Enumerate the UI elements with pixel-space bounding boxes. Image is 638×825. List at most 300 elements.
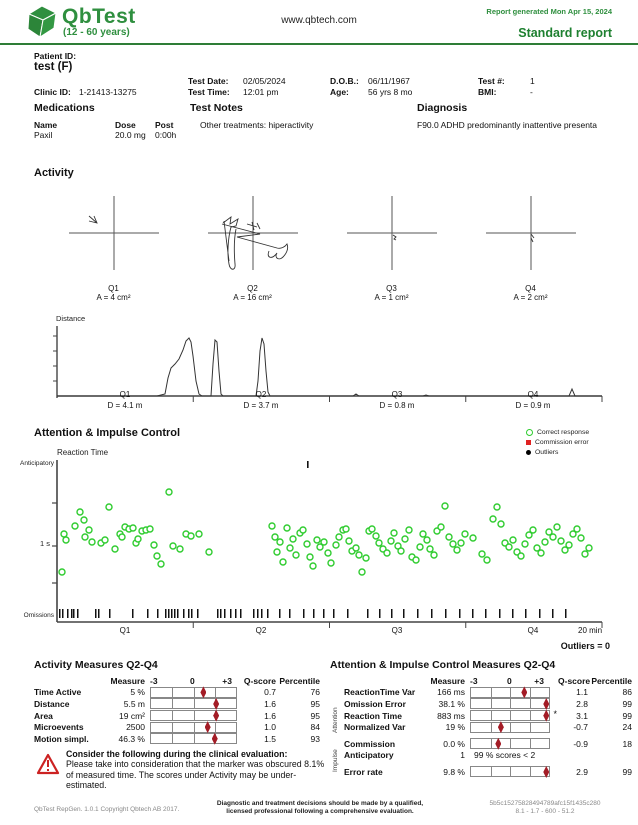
- gauge-segment-line: [530, 688, 531, 697]
- correct-response-point: [106, 504, 112, 510]
- percentile-value: 93: [310, 733, 320, 744]
- omission-tick: [235, 609, 237, 618]
- omission-tick: [417, 609, 419, 618]
- omission-tick: [165, 609, 167, 618]
- correct-response-icon: [526, 429, 533, 436]
- measure-label: Time Active: [34, 687, 82, 698]
- attention-plot-title: Attention & Impulse Control: [34, 427, 181, 439]
- omission-tick: [257, 609, 259, 618]
- correct-response-point: [63, 537, 69, 543]
- attention-measures-header: [344, 675, 634, 687]
- qscore-gauge: [150, 733, 242, 744]
- correct-response-point: [287, 545, 293, 551]
- percentile-value: 95: [310, 710, 320, 721]
- percentile-value: 24: [622, 722, 632, 733]
- header-percentile: Percentile: [591, 675, 632, 686]
- correct-response-point: [170, 543, 176, 549]
- correct-response-point: [578, 535, 584, 541]
- correct-response-point: [151, 542, 157, 548]
- outliers-count: Outliers = 0: [560, 641, 610, 651]
- qscore-marker-icon: [543, 698, 549, 710]
- clinic-id-value: 1-21413-13275: [79, 87, 137, 97]
- qscore-value: 1.6: [264, 698, 276, 709]
- legend-label: Correct response: [537, 428, 590, 436]
- omission-tick: [98, 609, 100, 618]
- correct-response-point: [417, 544, 423, 550]
- distance-q4-value: D = 0.9 m: [515, 401, 551, 410]
- out-of-range-asterisk: *: [553, 709, 557, 720]
- qscore-value: 2.9: [576, 766, 588, 777]
- correct-response-point: [325, 550, 331, 556]
- attention-measures-rows: [344, 687, 634, 778]
- correct-response-point: [269, 523, 275, 529]
- gauge-segment-line: [172, 688, 173, 697]
- gauge-segment-line: [491, 767, 492, 776]
- measure-row: [34, 687, 324, 699]
- scale-minus3: -3: [150, 675, 158, 686]
- qscore-value: 1.5: [264, 733, 276, 744]
- correct-response-point: [280, 559, 286, 565]
- footer-disclaimer: [190, 800, 450, 817]
- omission-tick: [147, 609, 149, 618]
- report-type: Standard report: [518, 26, 612, 40]
- gauge-segment-line: [172, 699, 173, 708]
- correct-response-point: [86, 527, 92, 533]
- gauge-segment-line: [194, 699, 195, 708]
- activity-quadrant-q3: [322, 193, 461, 302]
- omission-tick: [347, 609, 349, 618]
- correct-response-point: [384, 550, 390, 556]
- gauge-segment-line: [215, 688, 216, 697]
- gauge-segment-line: [194, 711, 195, 720]
- correct-response-point: [72, 523, 78, 529]
- activity-quadrant-q1-plot: [59, 193, 169, 283]
- activity-quadrant-q4: [461, 193, 600, 302]
- gauge-segment-line: [491, 699, 492, 708]
- diagnosis-title: Diagnosis: [417, 102, 468, 114]
- measure-note: 99 % scores < 2: [474, 750, 536, 761]
- omission-tick: [168, 609, 170, 618]
- measure-row: [344, 766, 634, 778]
- correct-response-point: [353, 545, 359, 551]
- omission-tick: [95, 609, 97, 618]
- measure-label: Motion simpl.: [34, 733, 89, 744]
- measure-value: 9.8 %: [443, 766, 465, 777]
- footer-hash: 5b5c15275828494789afc15f1435c280: [489, 800, 601, 807]
- omission-tick: [157, 609, 159, 618]
- omission-tick: [403, 609, 405, 618]
- distance-line: [57, 338, 602, 396]
- qscore-gauge: [470, 698, 558, 709]
- correct-response-point: [300, 527, 306, 533]
- measure-value: 5.5 m: [123, 698, 145, 709]
- clinic-id-label: Clinic ID:: [34, 87, 71, 97]
- percentile-value: 99: [622, 710, 632, 721]
- correct-response-point: [427, 546, 433, 552]
- omission-tick: [472, 609, 474, 618]
- correct-response-point: [356, 552, 362, 558]
- qscore-gauge: [470, 710, 558, 721]
- qscore-marker-icon: [200, 686, 206, 698]
- omission-tick: [333, 609, 335, 618]
- scale-plus3: +3: [222, 675, 232, 686]
- correct-response-point: [102, 537, 108, 543]
- gauge-segment-line: [530, 723, 531, 732]
- activity-measures-table: [34, 675, 324, 745]
- omission-tick: [224, 609, 226, 618]
- warning-title: Consider the following during the clinical evaluation:: [66, 749, 288, 759]
- correct-response-point: [314, 537, 320, 543]
- header-rule: [0, 43, 638, 45]
- omission-tick: [431, 609, 433, 618]
- footer-disclaimer-line2: licensed professional following a comprehensive evaluation.: [226, 808, 414, 816]
- gauge-segment-line: [491, 711, 492, 720]
- quadrant-area-value: A = 2 cm²: [513, 293, 548, 302]
- correct-response-point: [321, 539, 327, 545]
- gauge-segment-line: [510, 699, 511, 708]
- omission-tick: [539, 609, 541, 618]
- measure-row: [34, 721, 324, 733]
- qscore-value: 1.0: [264, 722, 276, 733]
- omission-tick: [230, 609, 232, 618]
- warning-box: [66, 749, 328, 791]
- patient-id-label: Patient ID:: [34, 51, 77, 61]
- correct-response-point: [550, 534, 556, 540]
- percentile-value: 84: [310, 722, 320, 733]
- omission-tick: [217, 609, 219, 618]
- correct-response-point: [402, 536, 408, 542]
- correct-response-point: [130, 525, 136, 531]
- omission-tick: [367, 609, 369, 618]
- correct-response-point: [558, 538, 564, 544]
- attention-legend: [526, 427, 589, 457]
- omission-tick: [132, 609, 134, 618]
- reaction-time-axis-label: Reaction Time: [57, 448, 109, 457]
- measure-label: Omission Error: [344, 698, 406, 709]
- distance-q3-label: Q3: [391, 390, 403, 399]
- gauge-segment-line: [491, 688, 492, 697]
- test-date-value: 02/05/2024: [243, 76, 286, 86]
- quadrant-area-value: A = 16 cm²: [233, 293, 272, 302]
- activity-quadrant-q1: [44, 193, 183, 302]
- correct-response-point: [506, 544, 512, 550]
- quadrant-label: Q1: [108, 284, 119, 293]
- measure-row: [344, 710, 634, 722]
- bmi-label: BMI:: [478, 87, 497, 97]
- header-measure: Measure: [430, 675, 465, 686]
- med-dose: 20.0 mg: [115, 130, 146, 140]
- correct-response-point: [498, 521, 504, 527]
- omission-tick: [525, 609, 527, 618]
- header-percentile: Percentile: [279, 675, 320, 686]
- qscore-value: 1.6: [264, 710, 276, 721]
- omission-tick: [59, 609, 61, 618]
- activity-measures-rows: [34, 687, 324, 745]
- measure-row: [344, 721, 634, 733]
- distance-q1-value: D = 4.1 m: [107, 401, 143, 410]
- correct-response-point: [82, 534, 88, 540]
- test-num-value: 1: [530, 76, 535, 86]
- qscore-value: 2.8: [576, 698, 588, 709]
- correct-response-point: [206, 549, 212, 555]
- correct-response-point: [376, 540, 382, 546]
- quadrant-area-value: A = 1 cm²: [374, 293, 409, 302]
- measure-row: [344, 750, 634, 762]
- omissions-label: Omissions: [23, 612, 54, 619]
- attention-q2-label: Q2: [255, 626, 267, 635]
- correct-response-point: [566, 542, 572, 548]
- gauge-segment-line: [172, 723, 173, 732]
- gauge-segment-line: [194, 734, 195, 743]
- dob-label: D.O.B.:: [330, 76, 359, 86]
- correct-response-point: [388, 538, 394, 544]
- qscore-gauge: [150, 722, 242, 733]
- correct-response-point: [336, 534, 342, 540]
- correct-response-point: [413, 557, 419, 563]
- qscore-value: -0.9: [573, 738, 588, 749]
- correct-response-point: [574, 526, 580, 532]
- omission-tick: [220, 609, 222, 618]
- anticipatory-label: Anticipatory: [20, 460, 54, 467]
- omission-tick: [512, 609, 514, 618]
- omission-tick: [183, 609, 185, 618]
- omission-tick: [313, 609, 315, 618]
- omission-tick: [73, 609, 75, 618]
- correct-response-point: [554, 524, 560, 530]
- correct-response-point: [59, 569, 65, 575]
- correct-response-point: [310, 563, 316, 569]
- scale-minus3: -3: [470, 675, 478, 686]
- qscore-gauge: [470, 687, 558, 698]
- age-value: 56 yrs 8 mo: [368, 87, 413, 97]
- med-col-post: Post: [155, 120, 174, 130]
- omission-tick: [499, 609, 501, 618]
- qscore-marker-icon: [212, 733, 218, 745]
- measure-label: Distance: [34, 698, 70, 709]
- test-notes-title: Test Notes: [190, 102, 243, 114]
- omission-tick: [279, 609, 281, 618]
- correct-response-point: [450, 541, 456, 547]
- attention-q4-label: Q4: [527, 626, 539, 635]
- header-qscore: Q-score: [558, 675, 591, 686]
- qscore-marker-icon: [543, 766, 549, 778]
- attention-measures-table: [344, 675, 634, 778]
- activity-quadrant-q2: [183, 193, 322, 302]
- correct-response-point: [542, 539, 548, 545]
- measure-value: 19 %: [445, 722, 465, 733]
- correct-response-point: [454, 547, 460, 553]
- bmi-value: -: [530, 87, 533, 97]
- gauge-segment-line: [510, 711, 511, 720]
- dob-value: 06/11/1967: [368, 76, 410, 86]
- omission-tick: [67, 609, 69, 618]
- correct-response-point: [369, 526, 375, 532]
- patient-name: test (F): [34, 61, 73, 73]
- correct-response-point: [431, 552, 437, 558]
- correct-response-point: [284, 525, 290, 531]
- measure-label: Area: [34, 710, 53, 721]
- gauge-segment-line: [194, 723, 195, 732]
- correct-response-point: [446, 534, 452, 540]
- correct-response-point: [462, 531, 468, 537]
- warning-triangle-icon: [36, 753, 60, 775]
- gauge-segment-line: [530, 699, 531, 708]
- activity-measures-title: Activity Measures Q2-Q4: [34, 659, 158, 671]
- measure-value: 166 ms: [437, 687, 465, 698]
- legend-label: Outliers: [535, 448, 559, 456]
- omission-tick: [391, 609, 393, 618]
- med-name: Paxil: [34, 130, 53, 140]
- omission-tick: [197, 609, 199, 618]
- correct-response-point: [77, 509, 83, 515]
- correct-response-point: [398, 548, 404, 554]
- percentile-value: 76: [310, 687, 320, 698]
- gauge-segment-line: [530, 767, 531, 776]
- footer-version: 8.1 - 1.7 - 600 - 51.2: [515, 808, 575, 816]
- correct-response-point: [119, 534, 125, 540]
- omission-tick: [174, 609, 176, 618]
- legend-outliers: [526, 447, 589, 457]
- correct-response-point: [188, 533, 194, 539]
- qscore-marker-icon: [543, 710, 549, 722]
- correct-response-point: [154, 553, 160, 559]
- omission-tick: [552, 609, 554, 618]
- omission-tick: [191, 609, 193, 618]
- gauge-segment-line: [510, 723, 511, 732]
- omission-tick: [303, 609, 305, 618]
- measure-label: Normalized Var: [344, 722, 406, 733]
- correct-response-point: [89, 539, 95, 545]
- test-num-label: Test #:: [478, 76, 505, 86]
- correct-response-point: [277, 539, 283, 545]
- measure-value: 19 cm²: [119, 710, 145, 721]
- warning-line1: Please take into consideration that the marker was obscured 8.1%: [66, 759, 325, 769]
- footer-copyright: QbTest RepGen. 1.0.1 Copyright Qbtech AB 2017.: [34, 806, 180, 813]
- quadrant-label: Q3: [386, 284, 397, 293]
- med-col-name: Name: [34, 120, 58, 130]
- website-link[interactable]: www.qbtech.com: [281, 15, 357, 26]
- correct-response-point: [494, 504, 500, 510]
- scale-zero: 0: [507, 675, 512, 686]
- scale-zero: 0: [190, 675, 195, 686]
- warning-line2: of measured time. The scores under Activity may be under-: [66, 769, 297, 780]
- correct-response-point: [510, 537, 516, 543]
- header-qscore: Q-score: [243, 675, 276, 686]
- scale-plus3: +3: [534, 675, 544, 686]
- measure-value: 46.3 %: [118, 733, 145, 744]
- diagnosis-text: F90.0 ADHD predominantly inattentive presenta: [417, 120, 598, 130]
- correct-response-point: [363, 555, 369, 561]
- qscore-marker-icon: [495, 738, 501, 750]
- movement-trace: [89, 216, 97, 223]
- correct-response-point: [391, 530, 397, 536]
- distance-axis-label: Distance: [56, 314, 86, 323]
- correct-response-point: [147, 526, 153, 532]
- test-time-value: 12:01 pm: [243, 87, 279, 97]
- distance-q1-label: Q1: [119, 390, 131, 399]
- attention-q1-label: Q1: [119, 626, 131, 635]
- measure-label: ReactionTime Var: [344, 687, 416, 698]
- quadrant-label: Q4: [525, 284, 536, 293]
- gauge-segment-line: [491, 739, 492, 748]
- measure-row: [34, 710, 324, 722]
- report-generated-date: Report generated Mon Apr 15, 2024: [486, 7, 612, 16]
- x-axis-end-label: 20 min: [578, 626, 603, 635]
- measure-label: Commission: [344, 738, 396, 749]
- omission-tick: [485, 609, 487, 618]
- attention-q3-label: Q3: [391, 626, 403, 635]
- omission-tick: [323, 609, 325, 618]
- correct-response-point: [307, 554, 313, 560]
- correct-response-point: [420, 531, 426, 537]
- measure-label: Microevents: [34, 722, 84, 733]
- distance-q4-label: Q4: [527, 390, 539, 399]
- measure-value: 0.0 %: [443, 738, 465, 749]
- gauge-segment-line: [172, 734, 173, 743]
- measure-value: 1: [460, 750, 465, 761]
- omission-tick: [62, 609, 64, 618]
- test-notes-text: Other treatments: hiperactivity: [200, 120, 314, 130]
- correct-response-point: [518, 553, 524, 559]
- med-col-dose: Dose: [115, 120, 136, 130]
- gauge-segment-line: [215, 723, 216, 732]
- qscore-value: 3.1: [576, 710, 588, 721]
- measure-label: Error rate: [344, 766, 383, 777]
- quadrant-label: Q2: [247, 284, 258, 293]
- qscore-marker-icon: [521, 686, 527, 698]
- omission-tick: [71, 609, 73, 618]
- gauge-segment-line: [172, 711, 173, 720]
- omission-tick: [379, 609, 381, 618]
- correct-response-point: [346, 538, 352, 544]
- percentile-value: 18: [622, 738, 632, 749]
- omission-tick: [253, 609, 255, 618]
- measure-label: Reaction Time: [344, 710, 402, 721]
- correct-response-point: [470, 535, 476, 541]
- omission-tick: [459, 609, 461, 618]
- correct-response-point: [424, 537, 430, 543]
- gauge-segment-line: [510, 688, 511, 697]
- activity-measures-header: [34, 675, 324, 687]
- gauge-segment-line: [510, 739, 511, 748]
- attention-measures-title: Attention & Impulse Control Measures Q2-Q4: [330, 659, 556, 671]
- percentile-value: 95: [310, 698, 320, 709]
- gauge-segment-line: [510, 767, 511, 776]
- qscore-gauge: [470, 722, 558, 733]
- outliers-icon: [526, 450, 531, 455]
- correct-response-point: [112, 546, 118, 552]
- activity-quadrant-q4-plot: [476, 193, 586, 283]
- warning-line3: estimated.: [66, 780, 107, 791]
- omission-tick: [289, 609, 291, 618]
- qscore-value: 1.1: [576, 687, 588, 698]
- impulse-group-label: Impulse: [332, 749, 339, 772]
- correct-response-point: [290, 536, 296, 542]
- footer-report-hash: [470, 800, 620, 817]
- correct-response-point: [479, 551, 485, 557]
- distance-q2-value: D = 3.7 m: [243, 401, 279, 410]
- measure-row: [344, 698, 634, 710]
- omission-tick: [565, 609, 567, 618]
- app-age-range: (12 - 60 years): [63, 27, 130, 38]
- measure-row: [34, 698, 324, 710]
- movement-trace: [393, 235, 396, 240]
- correct-response-point: [328, 560, 334, 566]
- correct-response-point: [196, 531, 202, 537]
- correct-response-point: [293, 552, 299, 558]
- omission-tick: [267, 609, 269, 618]
- measure-value: 2500: [126, 722, 145, 733]
